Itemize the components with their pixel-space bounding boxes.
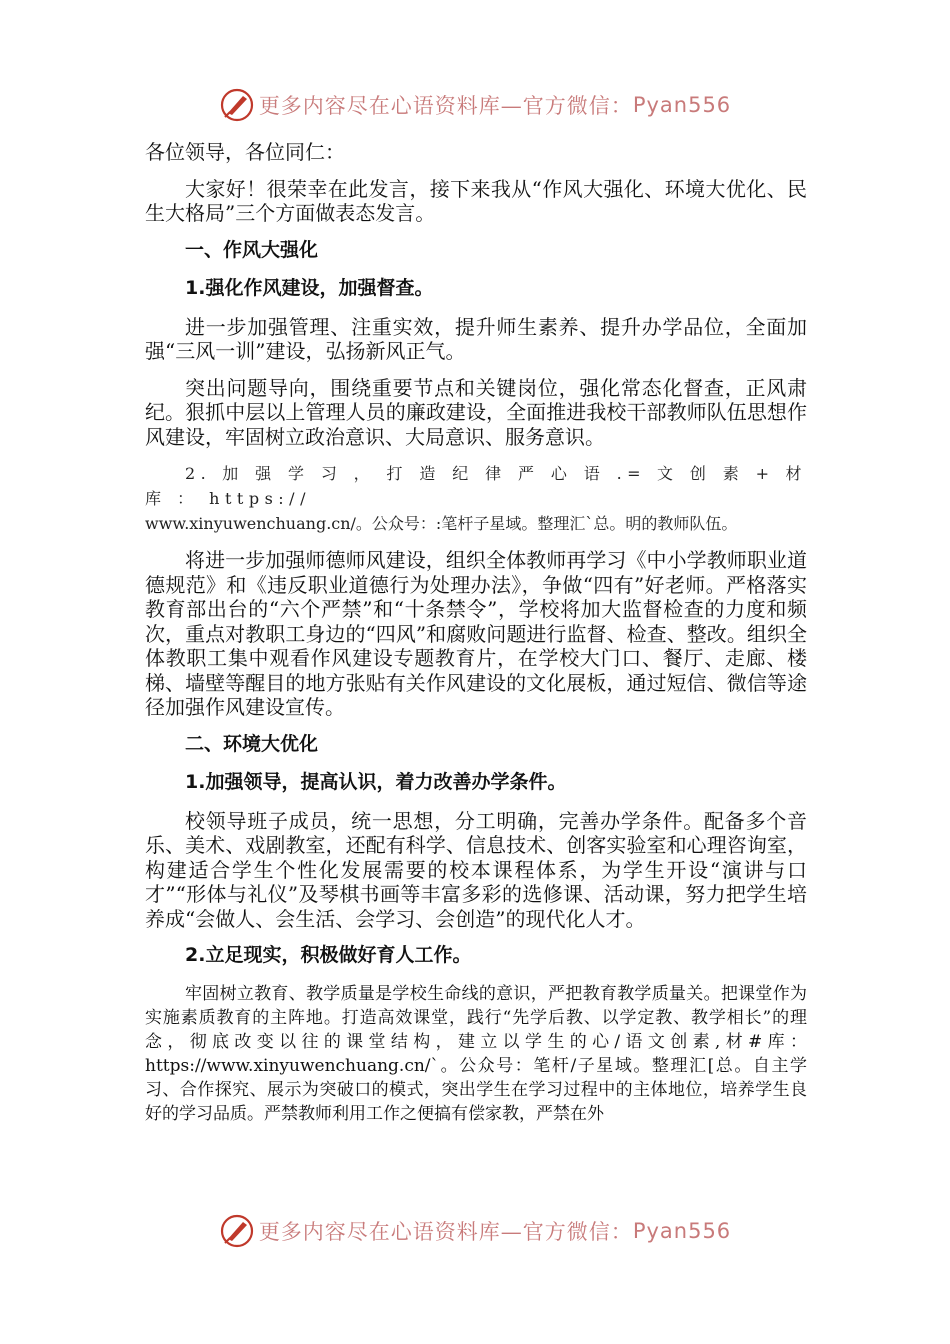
section2-title: 二、环境大优化: [185, 732, 319, 755]
section1-sub1-paragraph2: 突出问题导向，围绕重要节点和关键岗位，强化常态化督查，正风肃纪。狠抓中层以上管理人员的廉政建设，全面推进我校干部教师队伍思想作风建设，牢固树立政治意识、大局意识、服务意识。: [145, 375, 807, 449]
pen-circle-logo-icon: [219, 1213, 255, 1249]
pen-circle-logo-icon: [219, 87, 255, 123]
greeting: 各位领导，各位同仁：: [145, 140, 345, 164]
section1-sub1-title: 1.强化作风建设，加强督查。: [185, 277, 434, 299]
section1-paragraph3: 将进一步加强师德师风建设，组织全体教师再学习《中小学教师职业道德规范》和《违反职业道德行为处理办法》，争做“四有”好老师。严格落实教育部出台的“六个严禁”和“十条禁令”，学校将加大监督检查的力度和频次，重点对教职工身边的“四风”和腐败问题进行监督、检查、整改。组织全体教职工集中观看作风建设专题教育片，在学校大门口、餐厅、走廊、楼梯、墙壁等醒目的地方张贴有关作风建设的文化展板，通过短信、微信等途径加强作风建设宣传。: [145, 548, 807, 719]
section2-sub2-paragraph: 牢固树立教育、教学质量是学校生命线的意识，严把教育教学质量关。把课堂作为实施素质教育的主阵地。打造高效课堂，践行“先学后教、以学定教、教学相长”的理念，彻底改变以往的课堂结构，建立以学生的心/语文创素,材#库：https://www.xinyuwenchuang.cn/`。公众号：笔杆/子星域。整理汇[总。自主学习、合作探究、展示为突破口的模式，突出学生在学习过程中的主体地位，培养学生良好的学习品质。严禁教师利用工作之便搞有偿家教，严禁在外: [145, 983, 807, 1124]
intro-paragraph: 大家好！很荣幸在此发言，接下来我从“作风大强化、环境大优化、民生大格局”三个方面做表态发言。: [145, 176, 807, 225]
footer-banner: [0, 1206, 950, 1256]
section2-sub1-paragraph: 校领导班子成员，统一思想，分工明确，完善办学条件。配备多个音乐、美术、戏剧教室，还配有科学、信息技术、创客实验室和心理咨询室，构建适合学生个性化发展需要的校本课程体系，为学生开设“演讲与口才”“形体与礼仪”及琴棋书画等丰富多彩的选修课、活动课，努力把学生培养成“会做人、会生活、会学习、会创造”的现代化人才。: [145, 808, 807, 931]
section1-sub2-title: [145, 461, 807, 536]
section1-title: 一、作风大强化: [185, 238, 319, 261]
banner-text: 更多内容尽在心语资料库—官方微信：: [258, 94, 633, 118]
banner-wechat-id: Pyan556: [632, 93, 732, 117]
section2-sub1-title: 1.加强领导，提高认识，着力改善办学条件。: [185, 771, 567, 793]
document-body: [145, 140, 807, 1138]
section1-sub1-paragraph1: 进一步加强管理、注重实效，提升师生素养、提升办学品位，全面加强“三风一训”建设，弘扬新风正气。: [145, 314, 807, 363]
section1-sub2-line1: 2. 加 强 学 习 ， 打 造 纪 律 严 心 语 .= 文 创 素 + 材 库 ： https://: [145, 464, 807, 508]
banner-text: 更多内容尽在心语资料库—官方微信：: [258, 1220, 633, 1244]
section1-sub2-line2: www.xinyuwenchuang.cn/。公众号：:笔杆子星域。整理汇`总。明的教师队伍。: [145, 514, 738, 533]
section2-sub2-title: 2.立足现实，积极做好育人工作。: [185, 944, 472, 966]
banner-wechat-id: Pyan556: [632, 1219, 732, 1243]
header-banner: [0, 80, 950, 130]
